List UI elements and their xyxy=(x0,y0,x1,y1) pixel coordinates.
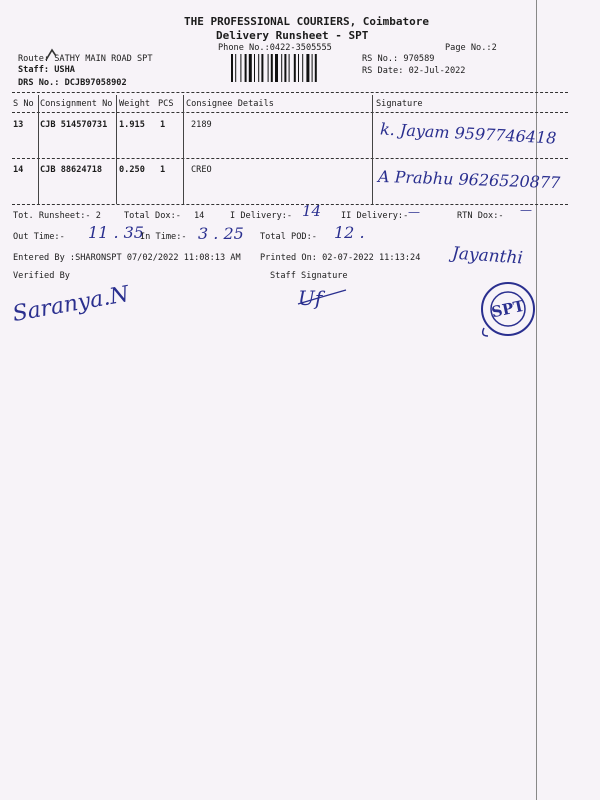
in-time-label: In Time:- xyxy=(140,232,187,242)
entered-signature: Jayanthi xyxy=(451,243,524,269)
barcode-bar xyxy=(249,54,252,82)
staff-name: Staff: USHA xyxy=(18,65,75,75)
i-delivery-hand: 14 xyxy=(302,202,322,220)
barcode-bar xyxy=(268,54,269,82)
row-divider xyxy=(12,158,568,159)
company-title: THE PROFESSIONAL COURIERS, Coimbatore xyxy=(184,15,430,28)
rs-number: RS No.: 970589 xyxy=(362,54,435,64)
cell-sno: 13 xyxy=(13,120,24,130)
cell-consignment: CJB 514570731 xyxy=(40,120,108,130)
total-dox-label: Total Dox:- xyxy=(124,211,181,221)
rtn-dox-hand: — xyxy=(520,203,532,217)
barcode-bar xyxy=(315,54,317,82)
ii-delivery-label: II Delivery:- xyxy=(341,211,409,221)
drs-number: DRS No.: DCJB97058902 xyxy=(18,78,127,88)
barcode-bar xyxy=(298,54,299,82)
i-delivery-label: I Delivery:- xyxy=(230,211,293,221)
stamp-text: SPT xyxy=(489,296,527,322)
phone-number: Phone No.:0422-3505555 xyxy=(218,43,332,53)
cell-consignee: 2189 xyxy=(191,120,212,130)
barcode-bar xyxy=(312,54,313,82)
in-time-hand: 3 . 25 xyxy=(198,224,244,243)
barcode-bar xyxy=(240,54,241,82)
cell-consignee: CREO xyxy=(191,165,212,175)
barcode-bar xyxy=(306,54,309,82)
route: Route: SATHY MAIN ROAD SPT xyxy=(18,54,153,64)
barcode-bar xyxy=(289,54,290,82)
out-time-hand: 11 . 35 xyxy=(88,223,144,242)
spt-stamp xyxy=(472,278,540,340)
cell-consignment: CJB 88624718 xyxy=(40,165,103,175)
table-top-rule xyxy=(12,92,568,93)
cell-pcs: 1 xyxy=(160,165,166,175)
total-pod-hand: 12 . xyxy=(334,223,365,242)
pen-mark-icon xyxy=(44,48,60,62)
col-divider xyxy=(372,95,373,204)
verified-by-label: Verified By xyxy=(13,271,70,281)
barcode xyxy=(230,54,336,82)
out-time-label: Out Time:- xyxy=(13,232,65,242)
barcode-bar xyxy=(271,54,273,82)
barcode-bar xyxy=(245,54,247,82)
total-dox-value: 14 xyxy=(194,211,205,221)
rtn-dox-label: RTN Dox:- xyxy=(457,211,504,221)
barcode-bar xyxy=(261,54,263,82)
barcode-bar xyxy=(284,54,286,82)
col-header-pcs: PCS xyxy=(158,99,174,109)
tot-runsheet: Tot. Runsheet:- 2 xyxy=(13,211,101,221)
verifier-signature: Saranya.N xyxy=(10,281,132,328)
entered-by: Entered By :SHARONSPT 07/02/2022 11:08:13 AM xyxy=(13,253,241,263)
runsheet-title: Delivery Runsheet - SPT xyxy=(216,29,369,42)
col-divider xyxy=(116,95,117,204)
staff-sign: Uf xyxy=(298,286,323,310)
cell-sno: 14 xyxy=(13,165,24,175)
barcode-bar xyxy=(231,54,233,82)
cell-pcs: 1 xyxy=(160,120,166,130)
cell-weight: 0.250 xyxy=(119,165,145,175)
rs-date: RS Date: 02-Jul-2022 xyxy=(362,66,466,76)
printed-on: Printed On: 02-07-2022 11:13:24 xyxy=(260,253,421,263)
barcode-bar xyxy=(254,54,255,82)
total-pod-label: Total POD:- xyxy=(260,232,317,242)
ii-delivery-hand: — xyxy=(408,205,420,219)
col-header-signature: Signature xyxy=(376,99,423,109)
col-header-weight: Weight xyxy=(119,99,151,109)
cell-signature: k. Jayam 9597746418 xyxy=(379,119,557,148)
staff-signature-label: Staff Signature xyxy=(270,271,348,281)
barcode-bar xyxy=(281,54,282,82)
col-divider xyxy=(183,95,184,204)
barcode-bar xyxy=(258,54,259,82)
page-number: Page No.:2 xyxy=(445,43,497,53)
col-divider xyxy=(38,95,39,204)
barcode-bar xyxy=(275,54,278,82)
page-edge-line xyxy=(536,0,537,800)
cell-weight: 1.915 xyxy=(119,120,145,130)
staff-sign-stroke xyxy=(292,282,352,312)
col-header-consignee: Consignee Details xyxy=(186,99,274,109)
cell-signature: A Prabhu 9626520877 xyxy=(377,166,561,193)
col-header-consignment: Consignment No xyxy=(40,99,113,109)
barcode-bar xyxy=(235,54,236,82)
col-header-sno: S No xyxy=(13,99,34,109)
barcode-bar xyxy=(294,54,296,82)
table-header-rule xyxy=(12,112,568,113)
table-bottom-rule xyxy=(12,204,568,205)
barcode-bar xyxy=(302,54,303,82)
